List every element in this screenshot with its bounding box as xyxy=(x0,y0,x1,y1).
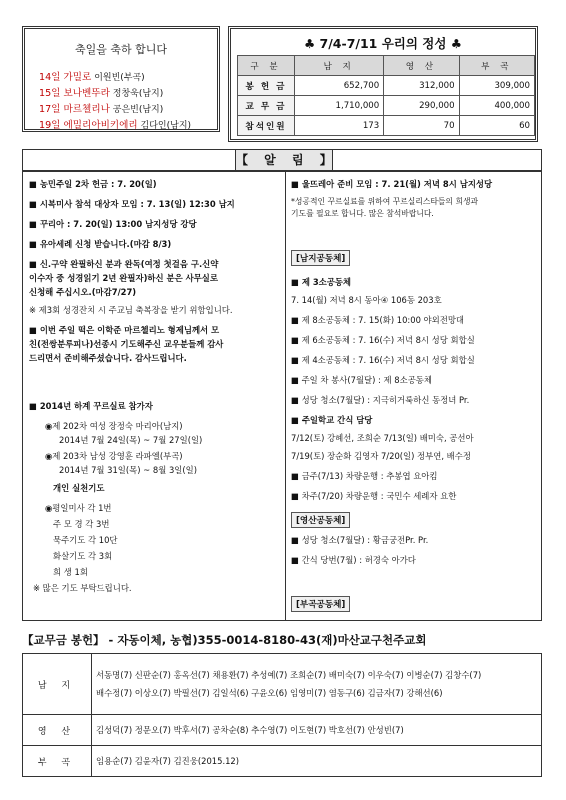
feast-day-row: 15일 보나벤뚜라 정창욱(남지) xyxy=(39,88,164,99)
notice-item: ■ 신.구약 완필하신 분과 완독(여정 첫걸음 구.신약 xyxy=(29,259,219,269)
roster-row xyxy=(23,746,542,777)
offering-row: 참석인원 173 70 60 xyxy=(238,116,535,136)
prayer-item: 묵주기도 각 10단 xyxy=(53,535,118,545)
notice-item: 드리면서 준비해주셨습니다. 감사드립니다. xyxy=(29,353,187,363)
notice-note: ※ 많은 기도 부탁드립니다. xyxy=(33,583,132,593)
offering-header: 남 지 xyxy=(295,56,384,76)
notice-item: 7. 14(월) 저녁 8시 동아④ 106동 203호 xyxy=(291,295,442,305)
notice-item: ■ 꾸리아 : 7. 20(일) 13:00 남지성당 강당 xyxy=(29,219,197,229)
tithe-roster-table xyxy=(22,653,542,777)
offering-box xyxy=(228,26,538,142)
notice-item: 친(전쌍분루피나)선종시 기도해주신 교우분들께 감사 xyxy=(29,339,224,349)
community-heading-yeongsan: [영산공동체] xyxy=(291,512,350,528)
notice-item: ■ 성당 청소(7월달) : 황금궁전Pr. Pr. xyxy=(291,535,429,545)
notice-header-bar xyxy=(22,149,542,171)
notice-section xyxy=(22,171,542,621)
notice-item: 이수자 중 성경읽기 2년 완필자)하신 분은 사무실로 xyxy=(29,273,218,283)
offering-table xyxy=(237,55,535,136)
tithe-roster-title: 【교무금 봉헌】 - 자동이체, 농협)355-0014-8180-43(재)마산교구천주교회 xyxy=(22,633,427,647)
prayer-item: 희 생 1회 xyxy=(53,567,88,577)
notice-item: ■ 2014년 하계 꾸르실료 참가자 xyxy=(29,401,153,411)
snack-schedule: 7/19(토) 장순화 김영자 7/20(일) 정부연, 배수정 xyxy=(291,451,471,461)
notice-item: ■ 농민주일 2차 헌금 : 7. 20(일) xyxy=(29,179,157,189)
prayer-heading: 개인 실천기도 xyxy=(53,483,105,493)
roster-names: 김성덕(7) 정문오(7) 박후서(7) 공차순(8) 추수영(7) 이도현(7) 박호선(7) 안성빈(7) xyxy=(92,715,542,746)
cursillo-entry: ◉제 202차 여성 장정숙 마리아(남지) xyxy=(45,421,183,431)
notice-item: 신청해 주십시오.(마감7/27) xyxy=(29,287,137,297)
feast-day-box xyxy=(22,26,220,132)
community-heading-namji: [남지공동체] xyxy=(291,250,350,266)
notice-item: ■ 간식 당번(7월) : 허경숙 아가다 xyxy=(291,555,416,565)
notice-note: *성공적인 꾸르실료를 위하여 꾸르실리스타들의 희생과 xyxy=(291,197,479,206)
notice-item: ■ 금주(7/13) 차량운행 : 추봉엽 요아킴 xyxy=(291,471,438,481)
notice-item: ■ 주일학교 간식 담당 xyxy=(291,415,373,425)
notice-title: 【 알 림 】 xyxy=(235,150,333,170)
feast-day-row: 19일 에밀리아비키에리 김다인(남지) xyxy=(39,120,192,131)
cursillo-date: 2014년 7월 31일(목) ~ 8월 3일(일) xyxy=(59,465,197,475)
feast-day-title: 축일을 축하 합니다 xyxy=(74,43,167,56)
roster-area: 부 곡 xyxy=(23,746,92,777)
offering-row: 교 무 금 1,710,000 290,000 400,000 xyxy=(238,96,535,116)
community-heading-bugok: [부곡공동체] xyxy=(291,596,350,612)
notice-item: ■ 이번 주일 떡은 이학준 마르첼리노 형제님께서 모 xyxy=(29,325,220,335)
notice-item: ■ 제 8소공동체 : 7. 15(화) 10:00 야외전망대 xyxy=(291,315,465,325)
feast-day-row: 17일 마르첼리나 공은빈(남지) xyxy=(39,104,164,115)
roster-names: 서동명(7) 신판순(7) 홍옥선(7) 채용환(7) 추성예(7) 조희순(7) 배미숙(7) 이우숙(7) 이병순(7) 김창수(7) 배수정(7) 이상오(7) 박필선(7) 김일석(6) 구윤오(6) 임영미(7) 염동구(6) 김금자(7) 강해선(6) xyxy=(92,654,542,715)
notice-note: ※ 제3회 성경잔치 시 주교님 축복장을 받기 위함입니다. xyxy=(29,305,233,315)
notice-item: ■ 제 4소공동체 : 7. 16(수) 저녁 8시 성당 회합실 xyxy=(291,355,475,365)
cursillo-date: 2014년 7월 24일(목) ~ 7월 27일(일) xyxy=(59,435,203,445)
feast-day-row: 14일 가밀로 이원빈(부곡) xyxy=(39,72,145,83)
notice-item: ■ 주일 차 봉사(7월달) : 제 8소공동체 xyxy=(291,375,432,385)
prayer-item: 화살기도 각 3회 xyxy=(53,551,113,561)
offering-row: 봉 헌 금 652,700 312,000 309,000 xyxy=(238,76,535,96)
offering-header: 구 분 xyxy=(238,56,295,76)
notice-item: ■ 제 6소공동체 : 7. 16(수) 저녁 8시 성당 회합실 xyxy=(291,335,475,345)
notice-item: ■ 유아세례 신청 받습니다.(마감 8/3) xyxy=(29,239,172,249)
notice-item: ■ 차주(7/20) 차량운행 : 국민수 세례자 요한 xyxy=(291,491,457,501)
roster-row xyxy=(23,654,542,715)
roster-area: 영 산 xyxy=(23,715,92,746)
column-divider xyxy=(285,172,286,620)
notice-item: ■ 성당 청소(7월달) : 지극히거룩하신 동정녀 Pr. xyxy=(291,395,470,405)
prayer-item: 주 모 경 각 3번 xyxy=(53,519,110,529)
cursillo-entry: ◉제 203차 남성 강영훈 라파엘(부곡) xyxy=(45,451,183,461)
offering-title: ♣ 7/4-7/11 우리의 정성 ♣ xyxy=(303,36,462,51)
roster-area: 남 지 xyxy=(23,654,92,715)
roster-row xyxy=(23,715,542,746)
prayer-item: ◉평일미사 각 1번 xyxy=(45,503,112,513)
notice-item: ■ 시복미사 참석 대상자 모임 : 7. 13(일) 12:30 남지 xyxy=(29,199,235,209)
snack-schedule: 7/12(토) 강혜선, 조희순 7/13(일) 배미숙, 공선아 xyxy=(291,433,474,443)
notice-item: ■ 울뜨레아 준비 모임 : 7. 21(월) 저녁 8시 남지성당 xyxy=(291,179,493,189)
notice-item: ■ 제 3소공동체 xyxy=(291,277,352,287)
roster-names: 임용순(7) 김윤자(7) 김진웅(2015.12) xyxy=(92,746,542,777)
offering-header: 영 산 xyxy=(384,56,459,76)
notice-note: 기도를 필요로 합니다. 많은 참석바랍니다. xyxy=(291,209,434,218)
offering-header: 부 곡 xyxy=(459,56,534,76)
